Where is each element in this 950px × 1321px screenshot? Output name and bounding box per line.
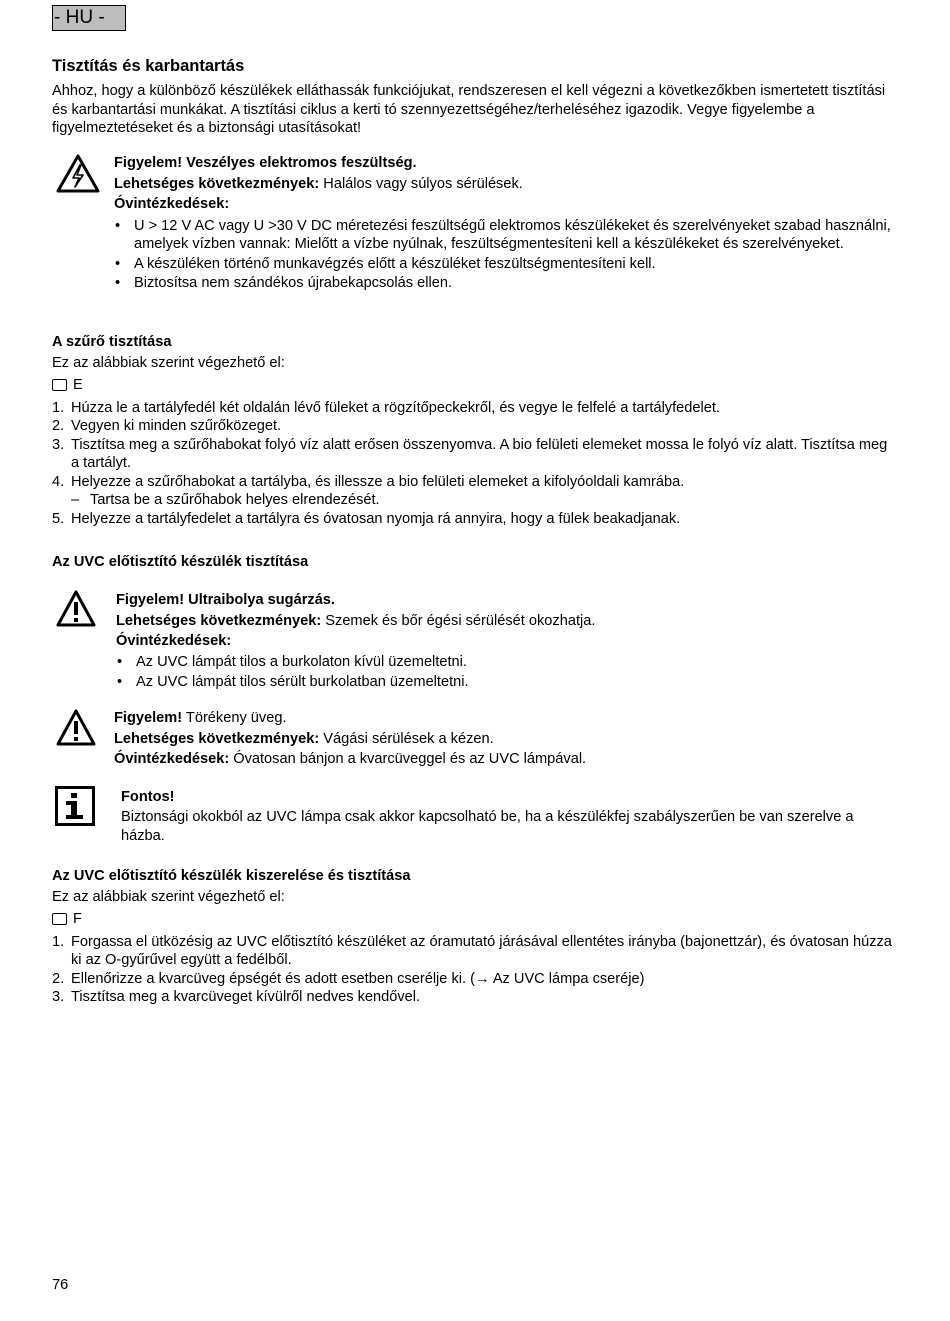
- warning-bullets: [114, 217, 894, 293]
- list-item: 5. Helyezze a tartályfedelet a tartályra és óvatosan nyomja rá annyira, hogy a fülek beakadjanak.: [52, 510, 681, 527]
- warning-precautions-label: Óvintézkedések:: [114, 196, 230, 212]
- warning-glass: [114, 708, 894, 770]
- warning-triangle-icon: [56, 709, 96, 751]
- warning-consequences: Lehetséges következmények: Szemek és bőr égési sérülését okozhatja.: [116, 612, 596, 629]
- page-number: 76: [52, 1277, 69, 1293]
- warning-bullets: [116, 652, 896, 693]
- section-uvc-removal: [52, 867, 892, 1007]
- warning-uv: [116, 590, 896, 693]
- section-filter-cleaning: [52, 333, 892, 528]
- section-subtitle: Ez az alábbiak szerint végezhető el:: [52, 888, 285, 905]
- warning-title: Figyelem! Ultraibolya sugárzás.: [116, 592, 335, 608]
- warning-precautions: Óvintézkedések: Óvatosan bánjon a kvarcüveggel és az UVC lámpával.: [114, 751, 587, 767]
- warning-electric: [114, 153, 894, 293]
- list-item: 1. Húzza le a tartályfedél két oldalán lévő füleket a rögzítőpeckekről, és vegye le felfelé a tartályfedelet.: [52, 399, 720, 416]
- sub-step: – Tartsa be a szűrőhabok helyes elrendezését.: [71, 492, 380, 508]
- info-icon: [55, 786, 95, 830]
- section-cleaning-maintenance: [52, 56, 892, 138]
- language-tag: - HU -: [52, 5, 126, 31]
- intro-paragraph: Ahhoz, hogy a különböző készülékek elláthassák funkciójukat, rendszeresen el kell végezni a következőkben ismertetett tisztítási és karbantartási munkákat. A tisztítási ciklus a kerti tó szennyezettségéhez/terheléséhez igazodik. Vegye figyelembe a figyelmeztetéseket és a biztonsági utasításokat!: [52, 83, 886, 136]
- warning-title: Figyelem! Veszélyes elektromos feszültség.: [114, 155, 417, 171]
- filter-steps: [52, 399, 892, 492]
- warning-precautions-label: Óvintézkedések:: [116, 633, 232, 649]
- figure-reference: F: [52, 910, 892, 929]
- section-title: A szűrő tisztítása: [52, 334, 172, 350]
- figure-reference: E: [52, 376, 892, 395]
- list-item: • U > 12 V AC vagy U >30 V DC méretezési feszültségű elektromos készülékeket és szerelvényeket szabad használni, amelyek vízben vannak: Mielőtt a vízbe nyúlnak, feszültségmentesíteni kell a készülékeket és szerelvényeket.: [114, 217, 894, 254]
- list-item: 2. Ellenőrizze a kvarcüveg épségét és adott esetben cserélje ki. (→ Az UVC lámpa cseréje): [52, 970, 645, 987]
- uvc-removal-steps: [52, 933, 892, 1007]
- list-item: 4. Helyezze a szűrőhabokat a tartályba, és illessze a bio felületi elemeket a kifolyóoldali kamrába.: [52, 473, 685, 490]
- list-item: 1. Forgassa el ütközésig az UVC előtisztító készüléket az óramutató járásával ellentétes irányba (bajonettzár), és óvatosan húzza ki az O-gyűrűvel együtt a fedélből.: [52, 933, 892, 968]
- list-item: • Az UVC lámpát tilos sérült burkolatban üzemeltetni.: [116, 672, 896, 693]
- warning-consequences: Lehetséges következmények: Vágási sérülések a kézen.: [114, 730, 494, 747]
- list-item: 2. Vegyen ki minden szűrőközeget.: [52, 418, 282, 434]
- list-item: 3. Tisztítsa meg a kvarcüveget kívülről nedves kendővel.: [52, 989, 421, 1005]
- filter-steps-final: [52, 510, 892, 529]
- list-item: • Az UVC lámpát tilos a burkolaton kívül üzemeltetni.: [116, 652, 896, 673]
- figure-icon: [52, 913, 67, 925]
- list-item: • Biztosítsa nem szándékos újrabekapcsolás ellen.: [114, 274, 894, 293]
- section-uvc-cleaning: [52, 553, 892, 572]
- section-title: Tisztítás és karbantartás: [52, 57, 245, 75]
- important-note: [121, 787, 881, 846]
- section-subtitle: Ez az alábbiak szerint végezhető el:: [52, 354, 285, 371]
- list-item: 3. Tisztítsa meg a szűrőhabokat folyó víz alatt erősen összenyomva. A bio felületi elemeket mossa le folyó víz alatt. Tisztítsa meg a tartályt.: [52, 436, 888, 471]
- electric-hazard-icon: [56, 154, 100, 198]
- note-title: Fontos!: [121, 789, 175, 805]
- note-text: Biztonsági okokból az UVC lámpa csak akkor kapcsolható be, ha a készülékfej szabályszerűen be van szerelve a házba.: [121, 808, 854, 844]
- figure-icon: [52, 379, 67, 391]
- warning-title: Figyelem! Törékeny üveg.: [114, 710, 287, 726]
- warning-consequences: Lehetséges következmények: Halálos vagy súlyos sérülések.: [114, 175, 523, 192]
- warning-triangle-icon: [56, 590, 96, 632]
- section-title: Az UVC előtisztító készülék kiszerelése és tisztítása: [52, 868, 411, 884]
- section-title: Az UVC előtisztító készülék tisztítása: [52, 554, 309, 570]
- list-item: • A készüléken történő munkavégzés előtt a készüléket feszültségmentesíteni kell.: [114, 255, 894, 274]
